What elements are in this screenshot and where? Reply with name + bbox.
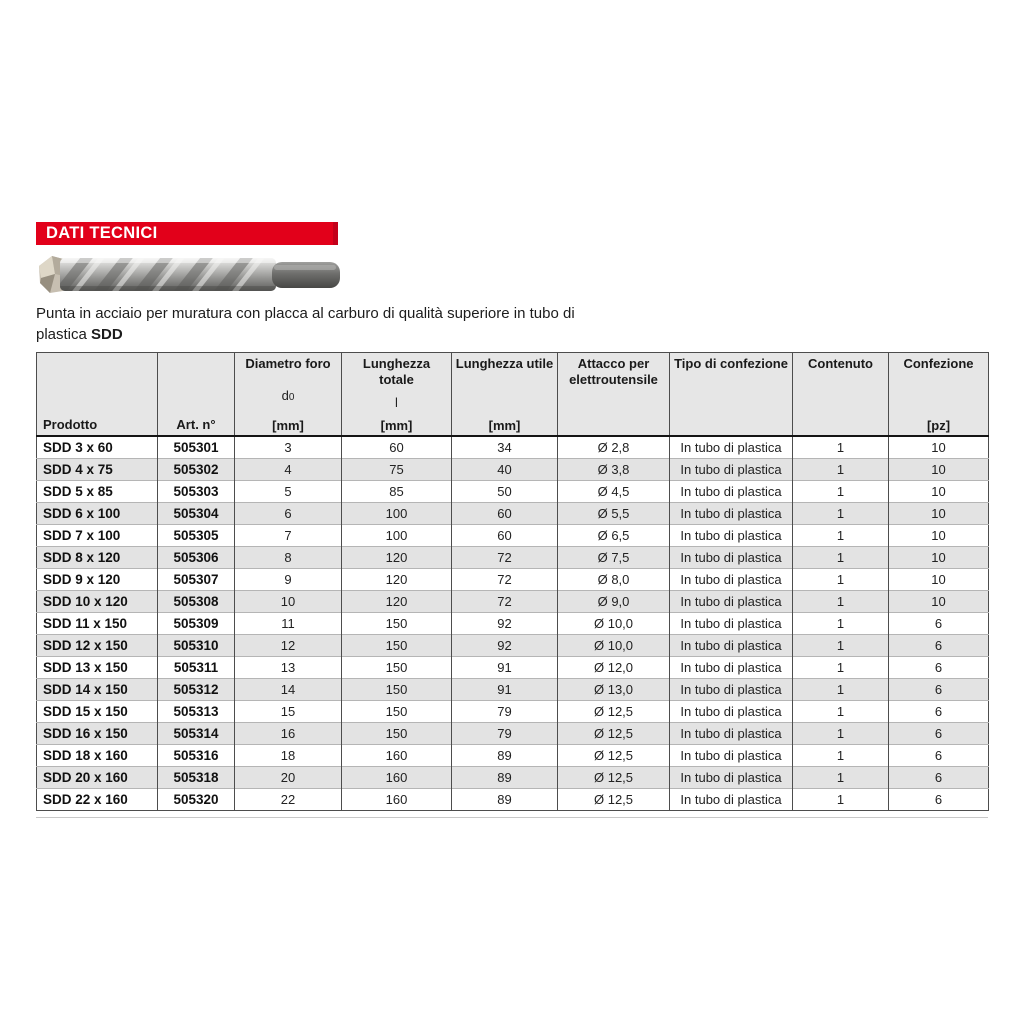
- total-length-cell: 85: [342, 481, 452, 503]
- product-cell: SDD 5 x 85: [37, 481, 158, 503]
- pack-quantity-cell: 6: [889, 613, 989, 635]
- section-header-banner: [36, 222, 338, 245]
- diameter-cell: 18: [235, 745, 342, 767]
- packaging-type-cell: In tubo di plastica: [670, 723, 793, 745]
- diameter-cell: 12: [235, 635, 342, 657]
- diameter-cell: 20: [235, 767, 342, 789]
- content-cell: 1: [793, 591, 889, 613]
- table-row: [37, 789, 989, 811]
- description-text: Punta in acciaio per muratura con placca al carburo di qualità superiore in tubo di plastica: [36, 305, 575, 343]
- product-cell: SDD 18 x 160: [37, 745, 158, 767]
- header-cell-4: [452, 353, 558, 437]
- article-number-cell: 505305: [158, 525, 235, 547]
- header-unit: [mm]: [272, 418, 304, 434]
- usable-length-cell: 72: [452, 547, 558, 569]
- catalog-page-content: [36, 222, 988, 818]
- article-number-cell: 505306: [158, 547, 235, 569]
- shank-diameter-cell: Ø 2,8: [558, 436, 670, 459]
- content-cell: 1: [793, 679, 889, 701]
- header-label: Attacco per elettroutensile: [569, 356, 658, 387]
- shank-diameter-cell: Ø 12,5: [558, 767, 670, 789]
- product-cell: SDD 15 x 150: [37, 701, 158, 723]
- usable-length-cell: 89: [452, 767, 558, 789]
- header-label: Lunghezza totale: [362, 356, 431, 387]
- product-cell: SDD 3 x 60: [37, 436, 158, 459]
- pack-quantity-cell: 10: [889, 459, 989, 481]
- content-cell: 1: [793, 525, 889, 547]
- pack-quantity-cell: 10: [889, 569, 989, 591]
- header-row: [37, 353, 989, 437]
- product-cell: SDD 22 x 160: [37, 789, 158, 811]
- table-row: [37, 481, 989, 503]
- header-label: Diametro foro: [245, 356, 331, 372]
- packaging-type-cell: In tubo di plastica: [670, 525, 793, 547]
- shank-diameter-cell: Ø 12,0: [558, 657, 670, 679]
- pack-quantity-cell: 6: [889, 679, 989, 701]
- shank-diameter-cell: Ø 3,8: [558, 459, 670, 481]
- pack-quantity-cell: 6: [889, 657, 989, 679]
- usable-length-cell: 40: [452, 459, 558, 481]
- shank-diameter-cell: Ø 13,0: [558, 679, 670, 701]
- packaging-type-cell: In tubo di plastica: [670, 745, 793, 767]
- diameter-cell: 3: [235, 436, 342, 459]
- diameter-cell: 11: [235, 613, 342, 635]
- table-row: [37, 569, 989, 591]
- header-cell-0: [37, 353, 158, 437]
- article-number-cell: 505307: [158, 569, 235, 591]
- header-symbol: [891, 372, 986, 419]
- header-cell-5: [558, 353, 670, 437]
- packaging-type-cell: In tubo di plastica: [670, 547, 793, 569]
- pack-quantity-cell: 6: [889, 635, 989, 657]
- shank-diameter-cell: Ø 12,5: [558, 723, 670, 745]
- product-cell: SDD 20 x 160: [37, 767, 158, 789]
- article-number-cell: 505314: [158, 723, 235, 745]
- content-cell: 1: [793, 569, 889, 591]
- drill-bit-image: [36, 249, 346, 299]
- usable-length-cell: 92: [452, 613, 558, 635]
- diameter-cell: 16: [235, 723, 342, 745]
- header-label: Confezione: [903, 356, 974, 372]
- pack-quantity-cell: 6: [889, 723, 989, 745]
- usable-length-cell: 79: [452, 701, 558, 723]
- content-cell: 1: [793, 723, 889, 745]
- total-length-cell: 150: [342, 701, 452, 723]
- packaging-type-cell: In tubo di plastica: [670, 503, 793, 525]
- table-row: [37, 613, 989, 635]
- article-number-cell: 505313: [158, 701, 235, 723]
- header-unit: [mm]: [380, 418, 413, 434]
- diameter-cell: 7: [235, 525, 342, 547]
- usable-length-cell: 89: [452, 789, 558, 811]
- article-number-cell: 505301: [158, 436, 235, 459]
- section-title: DATI TECNICI: [46, 224, 158, 242]
- usable-length-cell: 60: [452, 525, 558, 547]
- header-symbol: [454, 372, 555, 419]
- product-cell: SDD 12 x 150: [37, 635, 158, 657]
- content-cell: 1: [793, 745, 889, 767]
- table-head: [37, 353, 989, 437]
- total-length-cell: 60: [342, 436, 452, 459]
- table-row: [37, 745, 989, 767]
- diameter-cell: 5: [235, 481, 342, 503]
- shank-diameter-cell: Ø 12,5: [558, 701, 670, 723]
- product-cell: SDD 9 x 120: [37, 569, 158, 591]
- table-row: [37, 591, 989, 613]
- content-cell: 1: [793, 503, 889, 525]
- article-number-cell: 505308: [158, 591, 235, 613]
- diameter-cell: 6: [235, 503, 342, 525]
- content-cell: 1: [793, 635, 889, 657]
- pack-quantity-cell: 10: [889, 525, 989, 547]
- usable-length-cell: 60: [452, 503, 558, 525]
- table-body: [37, 436, 989, 811]
- packaging-type-cell: In tubo di plastica: [670, 613, 793, 635]
- header-symbol: d $_0$: [281, 387, 295, 403]
- table-row: [37, 635, 989, 657]
- pack-quantity-cell: 10: [889, 547, 989, 569]
- packaging-type-cell: In tubo di plastica: [670, 459, 793, 481]
- article-number-cell: 505318: [158, 767, 235, 789]
- total-length-cell: 100: [342, 525, 452, 547]
- table-row: [37, 701, 989, 723]
- header-cell-2: [235, 353, 342, 437]
- product-description: [36, 304, 608, 345]
- packaging-type-cell: In tubo di plastica: [670, 767, 793, 789]
- header-label: Art. n°: [176, 417, 216, 433]
- diameter-cell: 10: [235, 591, 342, 613]
- content-cell: 1: [793, 547, 889, 569]
- total-length-cell: 120: [342, 591, 452, 613]
- product-cell: SDD 4 x 75: [37, 459, 158, 481]
- pack-quantity-cell: 10: [889, 481, 989, 503]
- diameter-cell: 22: [235, 789, 342, 811]
- header-unit: [mm]: [488, 418, 521, 434]
- total-length-cell: 150: [342, 613, 452, 635]
- table-row: [37, 459, 989, 481]
- table-underline: [36, 817, 988, 818]
- pack-quantity-cell: 6: [889, 745, 989, 767]
- pack-quantity-cell: 6: [889, 701, 989, 723]
- diameter-cell: 14: [235, 679, 342, 701]
- product-cell: SDD 14 x 150: [37, 679, 158, 701]
- usable-length-cell: 72: [452, 591, 558, 613]
- usable-length-cell: 50: [452, 481, 558, 503]
- article-number-cell: 505312: [158, 679, 235, 701]
- header-symbol: [560, 387, 667, 433]
- total-length-cell: 160: [342, 767, 452, 789]
- shank-diameter-cell: Ø 10,0: [558, 635, 670, 657]
- packaging-type-cell: In tubo di plastica: [670, 569, 793, 591]
- packaging-type-cell: In tubo di plastica: [670, 591, 793, 613]
- table-row: [37, 547, 989, 569]
- article-number-cell: 505309: [158, 613, 235, 635]
- shank-diameter-cell: Ø 10,0: [558, 613, 670, 635]
- header-symbol: [795, 372, 886, 434]
- header-label: Contenuto: [808, 356, 873, 372]
- header-cell-6: [670, 353, 793, 437]
- shank-diameter-cell: Ø 8,0: [558, 569, 670, 591]
- shank-diameter-cell: Ø 12,5: [558, 789, 670, 811]
- article-number-cell: 505320: [158, 789, 235, 811]
- total-length-cell: 75: [342, 459, 452, 481]
- product-cell: SDD 8 x 120: [37, 547, 158, 569]
- packaging-type-cell: In tubo di plastica: [670, 635, 793, 657]
- usable-length-cell: 89: [452, 745, 558, 767]
- pack-quantity-cell: 10: [889, 503, 989, 525]
- total-length-cell: 120: [342, 547, 452, 569]
- article-number-cell: 505311: [158, 657, 235, 679]
- usable-length-cell: 34: [452, 436, 558, 459]
- total-length-cell: 150: [342, 723, 452, 745]
- shank-diameter-cell: Ø 4,5: [558, 481, 670, 503]
- total-length-cell: 150: [342, 657, 452, 679]
- packaging-type-cell: In tubo di plastica: [670, 789, 793, 811]
- product-cell: SDD 7 x 100: [37, 525, 158, 547]
- shank-diameter-cell: Ø 9,0: [558, 591, 670, 613]
- article-number-cell: 505303: [158, 481, 235, 503]
- diameter-cell: 8: [235, 547, 342, 569]
- shank-diameter-cell: Ø 12,5: [558, 745, 670, 767]
- total-length-cell: 150: [342, 635, 452, 657]
- product-cell: SDD 11 x 150: [37, 613, 158, 635]
- total-length-cell: 100: [342, 503, 452, 525]
- packaging-type-cell: In tubo di plastica: [670, 481, 793, 503]
- product-cell: SDD 16 x 150: [37, 723, 158, 745]
- product-code: SDD: [91, 325, 123, 343]
- shank-diameter-cell: Ø 7,5: [558, 547, 670, 569]
- usable-length-cell: 91: [452, 679, 558, 701]
- diameter-cell: 15: [235, 701, 342, 723]
- diameter-cell: 13: [235, 657, 342, 679]
- content-cell: 1: [793, 657, 889, 679]
- table-row: [37, 657, 989, 679]
- total-length-cell: 160: [342, 745, 452, 767]
- table-row: [37, 503, 989, 525]
- usable-length-cell: 92: [452, 635, 558, 657]
- tech-data-table: [36, 352, 989, 811]
- shank-diameter-cell: Ø 6,5: [558, 525, 670, 547]
- product-cell: SDD 10 x 120: [37, 591, 158, 613]
- content-cell: 1: [793, 613, 889, 635]
- packaging-type-cell: In tubo di plastica: [670, 701, 793, 723]
- content-cell: 1: [793, 459, 889, 481]
- content-cell: 1: [793, 481, 889, 503]
- header-label: Prodotto: [43, 417, 98, 433]
- total-length-cell: 120: [342, 569, 452, 591]
- header-symbol: [672, 372, 790, 434]
- header-unit: [pz]: [926, 418, 951, 434]
- drill-bit-illustration: [36, 249, 346, 299]
- pack-quantity-cell: 6: [889, 767, 989, 789]
- article-number-cell: 505302: [158, 459, 235, 481]
- diameter-cell: 9: [235, 569, 342, 591]
- article-number-cell: 505316: [158, 745, 235, 767]
- pack-quantity-cell: 10: [889, 436, 989, 459]
- header-symbol: l: [395, 395, 398, 411]
- content-cell: 1: [793, 767, 889, 789]
- table-row: [37, 436, 989, 459]
- table-row: [37, 525, 989, 547]
- table-row: [37, 723, 989, 745]
- content-cell: 1: [793, 789, 889, 811]
- product-cell: SDD 13 x 150: [37, 657, 158, 679]
- pack-quantity-cell: 10: [889, 591, 989, 613]
- table-row: [37, 767, 989, 789]
- product-cell: SDD 6 x 100: [37, 503, 158, 525]
- header-cell-3: [342, 353, 452, 437]
- packaging-type-cell: In tubo di plastica: [670, 436, 793, 459]
- packaging-type-cell: In tubo di plastica: [670, 679, 793, 701]
- usable-length-cell: 91: [452, 657, 558, 679]
- header-cell-8: [889, 353, 989, 437]
- diameter-cell: 4: [235, 459, 342, 481]
- pack-quantity-cell: 6: [889, 789, 989, 811]
- packaging-type-cell: In tubo di plastica: [670, 657, 793, 679]
- article-number-cell: 505304: [158, 503, 235, 525]
- header-cell-1: [158, 353, 235, 437]
- header-label: Tipo di confezione: [674, 356, 788, 372]
- header-label: Lunghezza utile: [455, 356, 554, 372]
- usable-length-cell: 79: [452, 723, 558, 745]
- total-length-cell: 150: [342, 679, 452, 701]
- article-number-cell: 505310: [158, 635, 235, 657]
- header-cell-7: [793, 353, 889, 437]
- content-cell: 1: [793, 701, 889, 723]
- shank-diameter-cell: Ø 5,5: [558, 503, 670, 525]
- content-cell: 1: [793, 436, 889, 459]
- total-length-cell: 160: [342, 789, 452, 811]
- usable-length-cell: 72: [452, 569, 558, 591]
- table-row: [37, 679, 989, 701]
